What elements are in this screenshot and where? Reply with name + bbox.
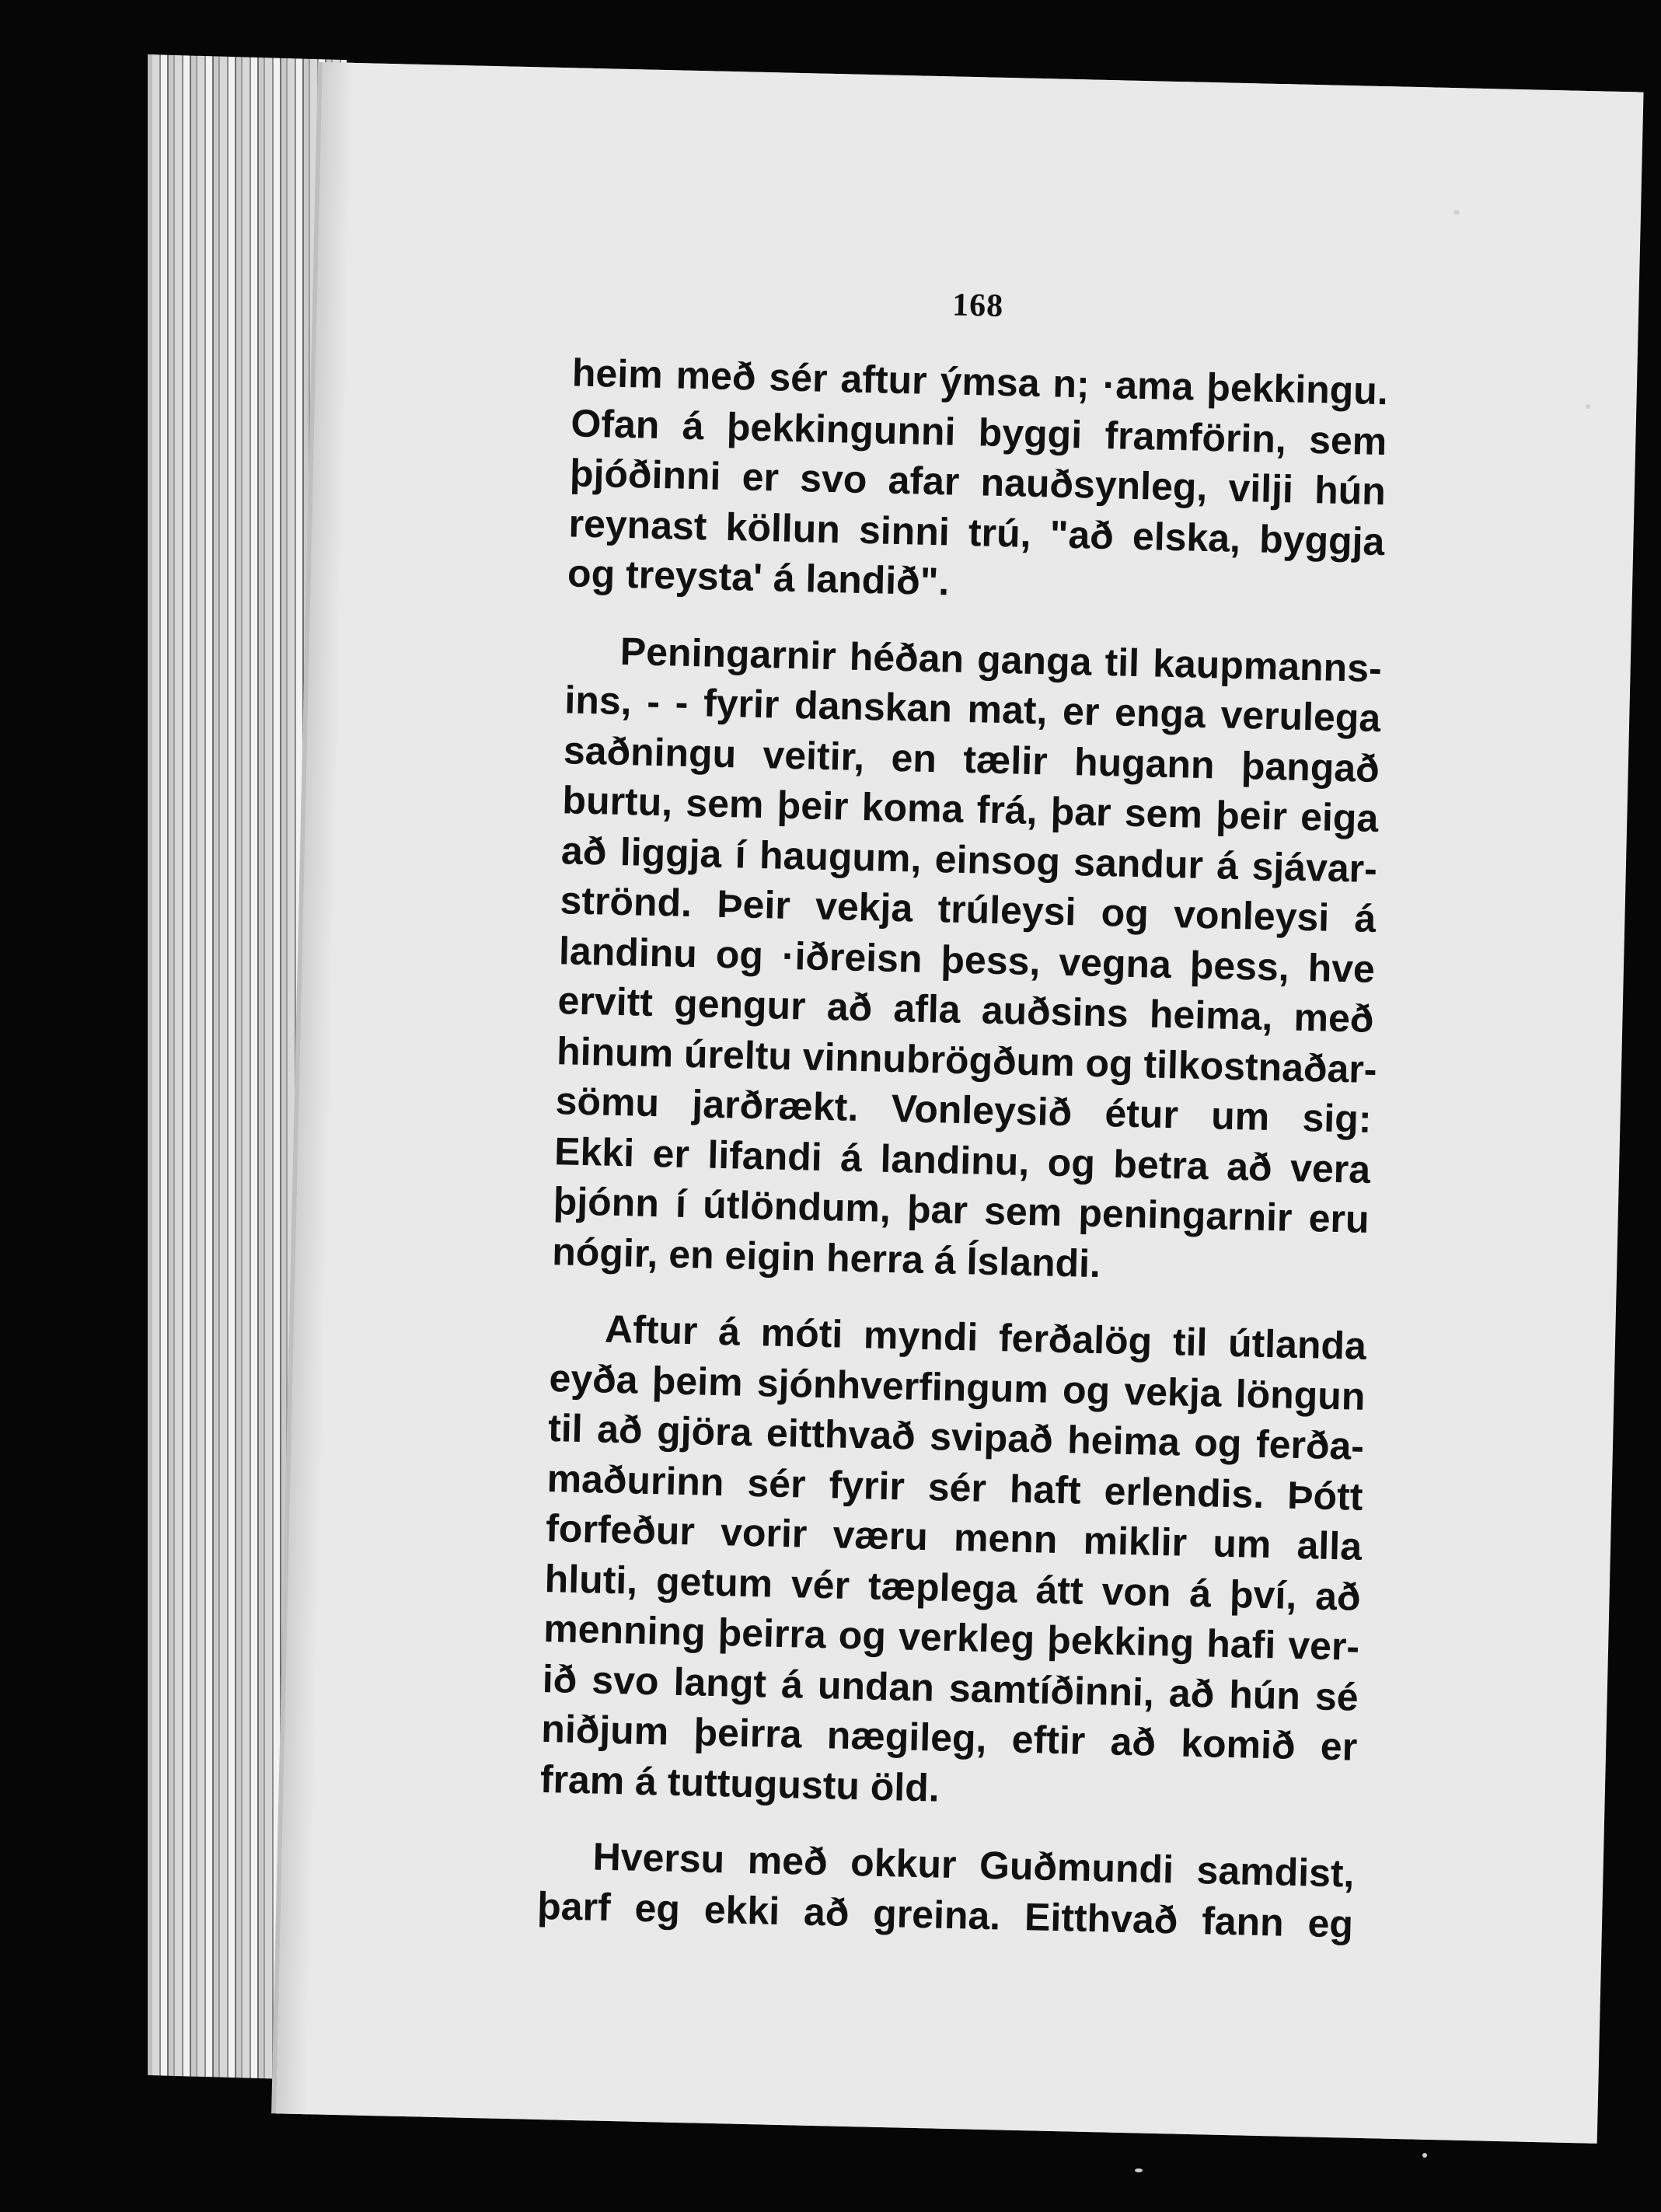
text-line: forfeður vorir væru menn miklir um alla <box>545 1506 1363 1568</box>
text-line: ervitt gengur að afla auðsins heima, með <box>557 979 1375 1041</box>
scan-speck <box>1422 2153 1427 2158</box>
text-line: nógir, en eigin herra á Íslandi. <box>551 1229 1101 1286</box>
text-line: og treysta' á landið". <box>567 551 950 604</box>
text-line: hluti, getum vér tæplega átt von á því, að <box>544 1556 1362 1619</box>
text-line: maðurinn sér fyrir sér haft erlendis. Þótt <box>546 1456 1364 1519</box>
text-line: til að gjöra eitthvað svipað heima og ferða- <box>547 1406 1365 1468</box>
text-line: menning þeirra og verkleg þekking hafi ver- <box>543 1606 1360 1669</box>
text-line: þarf eg ekki að greina. Eitthvað fann eg <box>536 1883 1354 1946</box>
text-line: strönd. Þeir vekja trúleysi og vonleysi á <box>559 878 1377 941</box>
book-page <box>276 62 1643 2144</box>
text-line: þjónn í útlöndum, þar sem peningarnir eru <box>553 1179 1370 1241</box>
text-line: reynast köllun sinni trú, "að elska, byggja <box>567 501 1385 563</box>
paragraph-4 <box>537 1830 1356 1949</box>
text-line: ið svo langt á undan samtíðinni, að hún sé <box>542 1656 1359 1719</box>
body-text <box>536 347 1389 1975</box>
scan-speck <box>1586 404 1590 409</box>
text-line: niðjum þeirra nægileg, eftir að komið er <box>540 1706 1358 1769</box>
text-line: ins, - - fyrir danskan mat, er enga verulega <box>564 678 1381 741</box>
text-line: Peningarnir héðan ganga til kaupmanns- <box>619 629 1383 690</box>
text-line: Hversu með okkur Guðmundi samdist, <box>592 1834 1356 1896</box>
text-line: heim með sér aftur ýmsa n; ·ama þekkingu. <box>571 351 1389 413</box>
text-line: fram á tuttugustu öld. <box>539 1757 940 1810</box>
text-line: Ekki er lifandi á landinu, og betra að vera <box>553 1129 1371 1191</box>
text-line: sömu jarðrækt. Vonleysið étur um sig: <box>555 1079 1373 1141</box>
scan-speck <box>1135 2168 1143 2172</box>
text-line: saðningu veitir, en tælir hugann þangað <box>563 727 1380 790</box>
text-line: hinum úreltu vinnubrögðum og tilkostnaðar- <box>556 1028 1378 1091</box>
page-number: 168 <box>951 287 1004 324</box>
text-line: Ofan á þekkingunni byggi framförin, sem <box>570 400 1387 463</box>
text-line: eyða þeim sjónhverfingum og vekja löngun <box>549 1355 1366 1418</box>
paragraph-3 <box>539 1303 1366 1823</box>
scan-speck <box>1453 210 1460 215</box>
text-line: Aftur á móti myndi ferðalög til útlanda <box>604 1307 1367 1368</box>
text-line: þjóðinni er svo afar nauðsynleg, vilji hún <box>569 451 1387 514</box>
paragraph-1 <box>567 347 1388 616</box>
text-line: burtu, sem þeir koma frá, þar sem þeir eiga <box>561 778 1379 841</box>
text-line: landinu og ·iðreisn þess, vegna þess, hve <box>558 928 1376 991</box>
paragraph-2 <box>552 625 1383 1295</box>
text-line: að liggja í haugum, einsog sandur á sjávar- <box>560 828 1378 891</box>
